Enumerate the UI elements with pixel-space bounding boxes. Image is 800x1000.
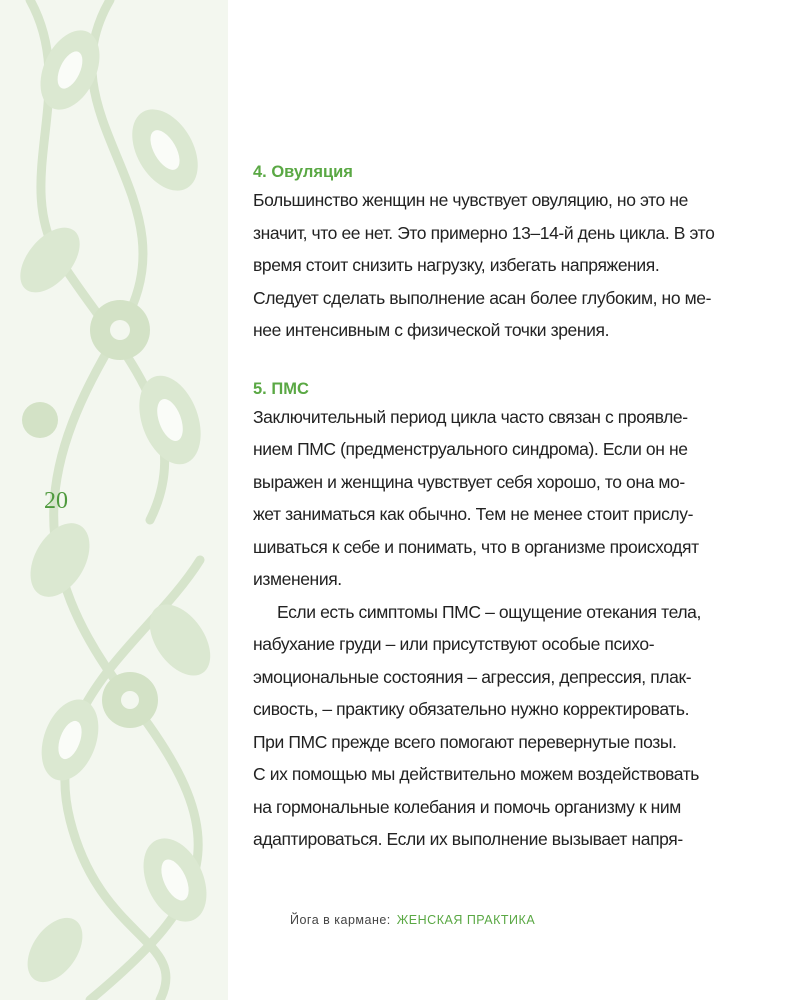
text-line: изменения. [253,569,342,589]
section-pms [253,377,713,856]
text-line: Следует сделать выполнение асан более глубоким, но ме- [253,287,712,308]
text-line: на гормональные колебания и помочь организму к ним [253,796,681,817]
text-line: адаптироваться. Если их выполнение вызывает напря- [253,829,683,849]
text-line: Большинство женщин не чувствует овуляцию, но это не [253,190,688,210]
text-line: время стоит снизить нагрузку, избегать напряжения. [253,255,660,275]
page-number: 20 [44,488,68,514]
text-line: нием ПМС (предменструального синдрома). Если он не [253,439,688,459]
running-footer [290,913,535,927]
text-line: шиваться к себе и понимать, что в организме происходят [253,536,699,557]
text-line: сивость, – практику обязательно нужно корректировать. [253,699,690,719]
text-line: эмоциональные состояния – агрессия, депрессия, плак- [253,666,692,687]
text-line: Заключительный период цикла часто связан с проявле- [253,406,688,427]
text-line: нее интенсивным с физической точки зрения. [253,320,610,340]
floral-ornament [0,0,228,1000]
floral-pattern-icon [0,0,228,1000]
text-line: выражен и женщина чувствует себя хорошо, то она мо- [253,471,685,492]
series-title: ЖЕНСКАЯ ПРАКТИКА [396,913,536,927]
section-title: 4. Овуляция [253,163,353,181]
text-line: значит, что ее нет. Это примерно 13–14-й день цикла. В это [253,222,715,243]
section-ovulation [253,160,713,347]
text-line: жет заниматься как обычно. Тем не менее стоит прислу- [253,504,694,524]
book-title: Йога в кармане: [290,913,391,927]
text-line: Если есть симптомы ПМС – ощущение отекания тела, [277,601,701,622]
main-text [253,160,713,886]
section-title: 5. ПМС [253,379,309,398]
text-line: С их помощью мы действительно можем воздействовать [253,764,700,784]
text-line: набухание груди – или присутствуют особые психо- [253,634,655,654]
text-line: При ПМС прежде всего помогают перевернутые позы. [253,731,677,752]
